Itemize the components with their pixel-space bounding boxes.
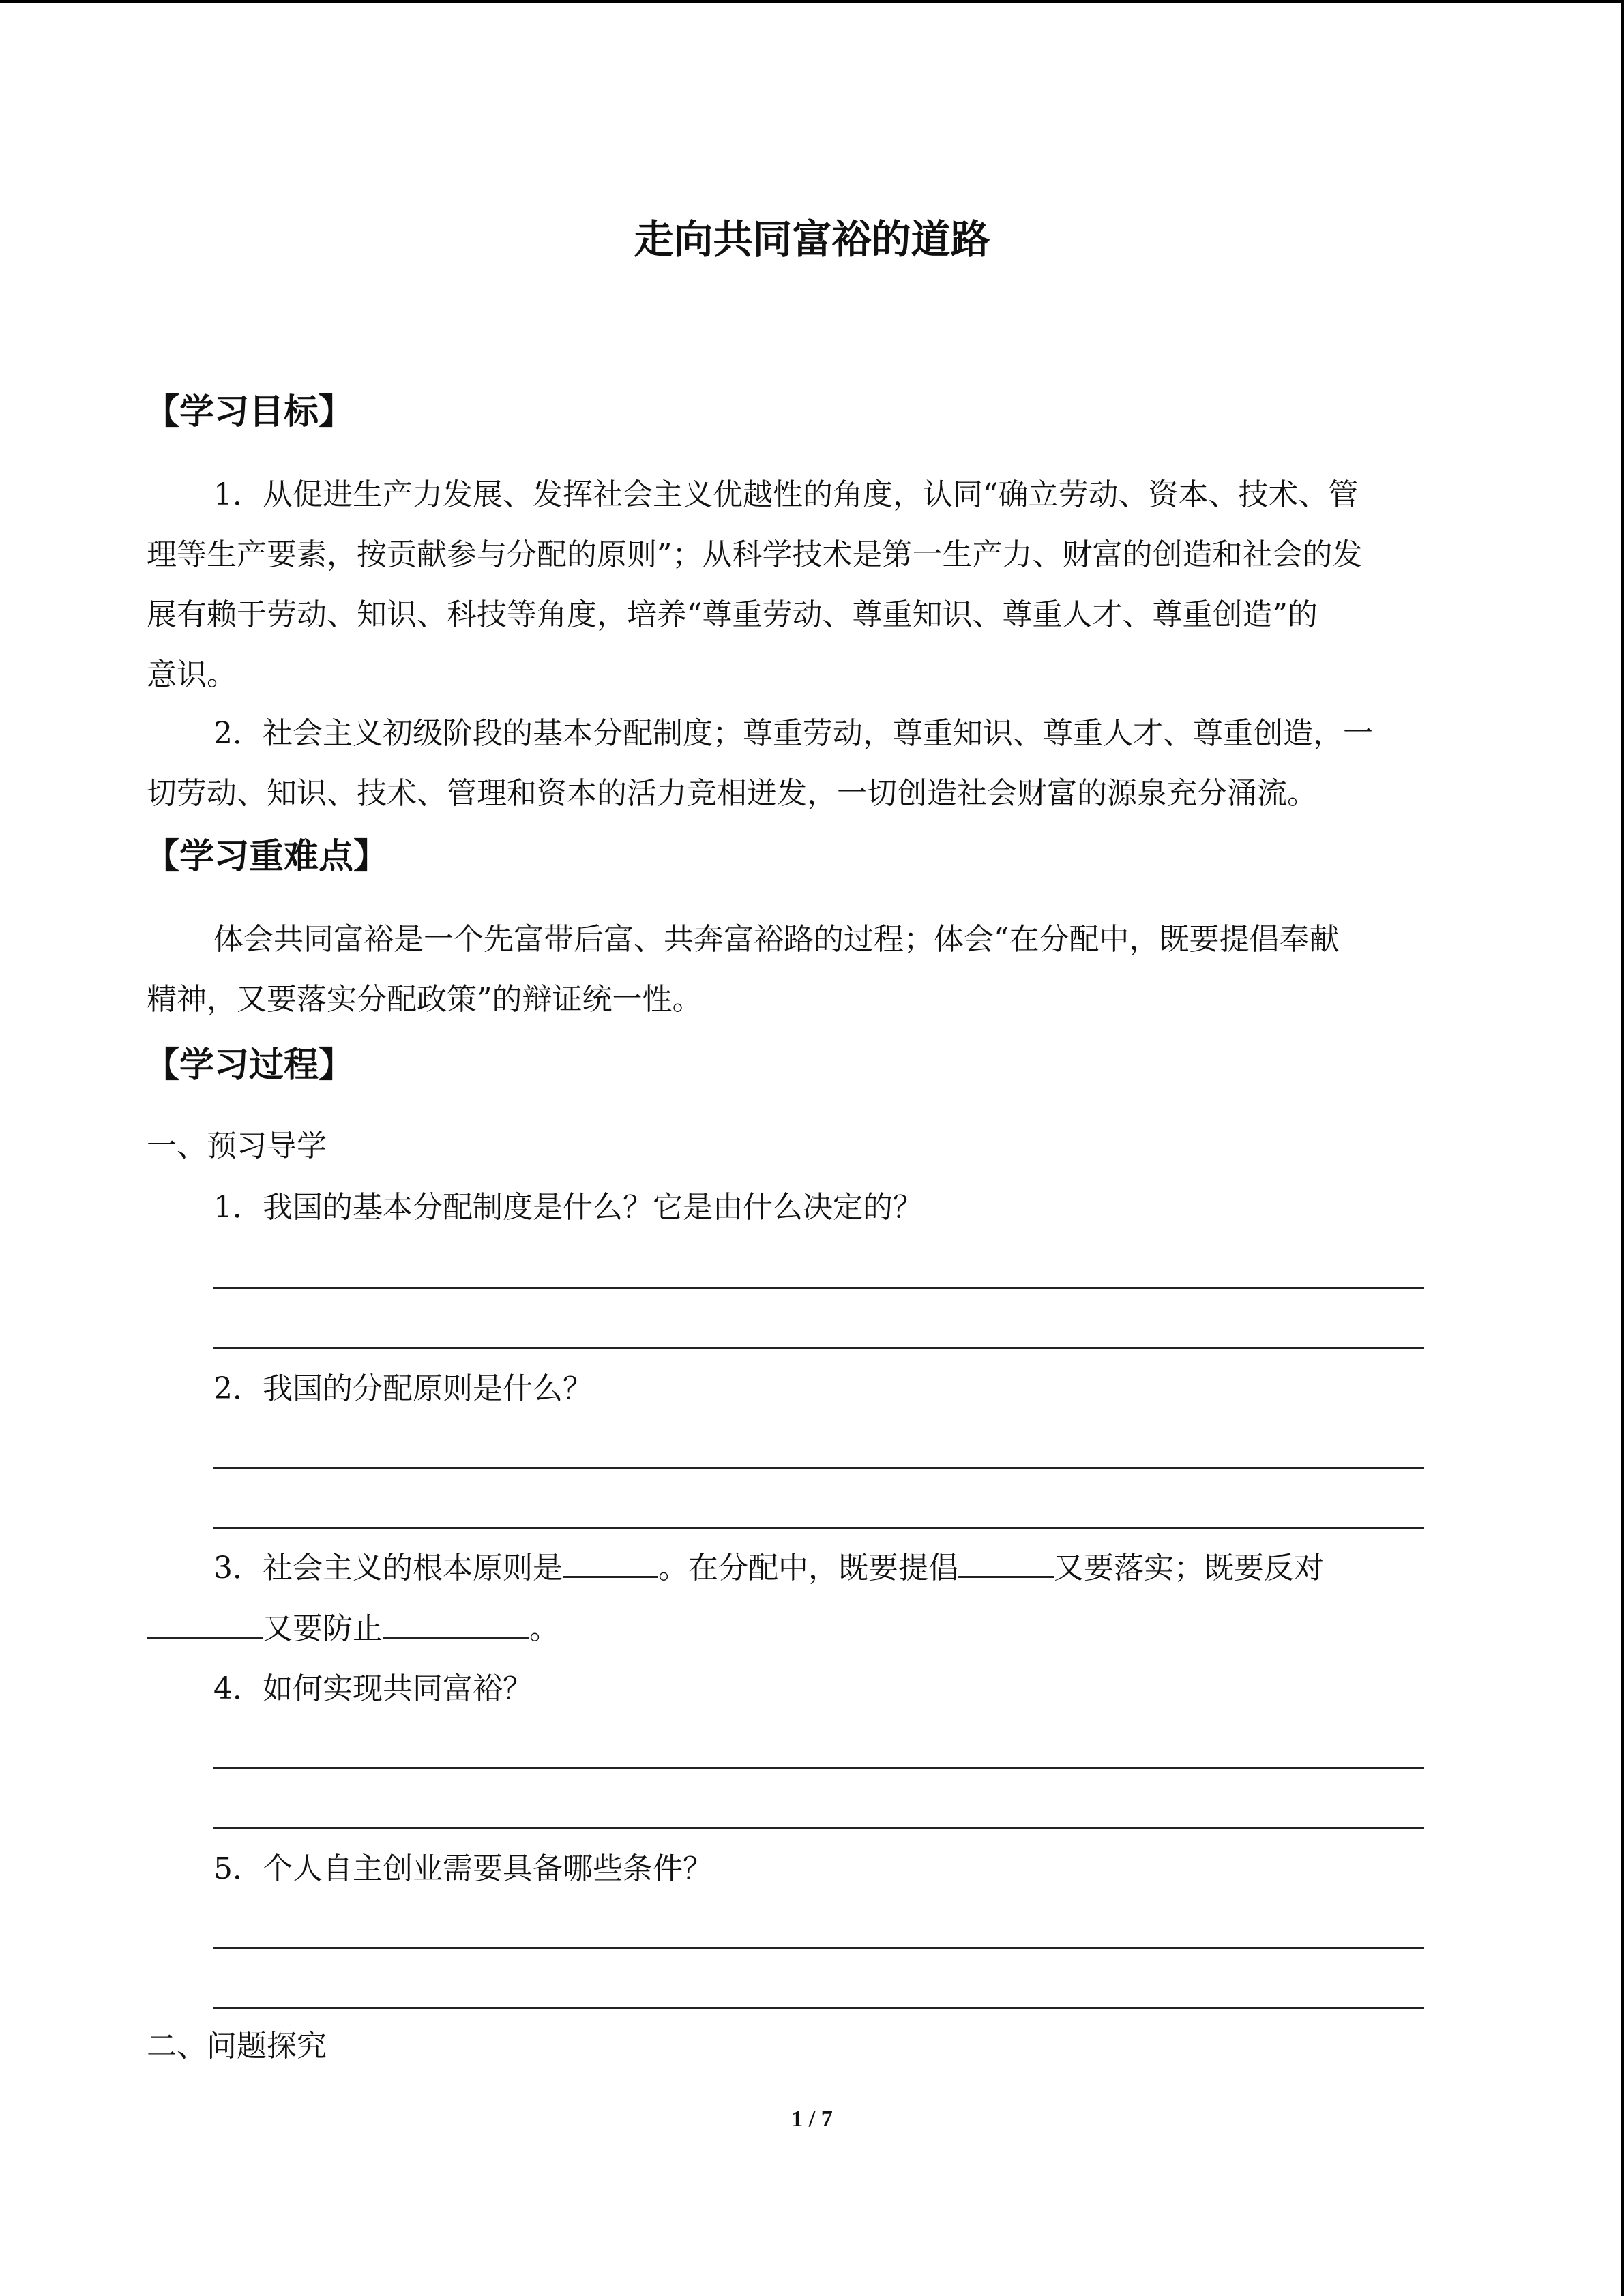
part2-heading: 二、问题探究 <box>147 2029 327 2063</box>
objective-1-line-3: 展有赖于劳动、知识、科技等角度，培养“尊重劳动、尊重知识、尊重人才、尊重创造”的 <box>147 597 1318 632</box>
objective-1 <box>147 465 1477 705</box>
answer-line[interactable] <box>213 1467 1424 1469</box>
question-3-line-1 <box>213 1545 1324 1592</box>
page-border-right <box>1621 0 1624 2296</box>
question-3-text-b: 。在分配中，既要提倡 <box>658 1551 958 1585</box>
fill-blank-3[interactable] <box>147 1612 263 1639</box>
section-heading-key-points: 【学习重难点】 <box>145 837 389 877</box>
question-3-text-c: 又要落实；既要反对 <box>1054 1551 1324 1585</box>
answer-line[interactable] <box>213 1527 1424 1529</box>
fill-blank-1[interactable] <box>563 1551 658 1578</box>
fill-blank-4[interactable] <box>383 1612 529 1639</box>
key-points-paragraph <box>147 910 1477 1030</box>
question-5: 5．个人自主创业需要具备哪些条件？ <box>213 1851 713 1886</box>
question-3-text-a: 3．社会主义的根本原则是 <box>213 1551 563 1585</box>
part1-heading: 一、预习导学 <box>147 1129 327 1163</box>
question-4: 4．如何实现共同富裕？ <box>213 1671 533 1706</box>
question-3-text-e: 。 <box>529 1611 559 1646</box>
section-heading-process: 【学习过程】 <box>145 1045 354 1086</box>
answer-line[interactable] <box>213 1947 1424 1949</box>
objective-2 <box>147 704 1477 824</box>
answer-line[interactable] <box>213 1767 1424 1769</box>
objective-1-line-1: 1．从促进生产力发展、发挥社会主义优越性的角度，认同“确立劳动、资本、技术、管 <box>213 477 1359 512</box>
question-2: 2．我国的分配原则是什么？ <box>213 1371 593 1406</box>
answer-line[interactable] <box>213 1287 1424 1289</box>
section-heading-objectives: 【学习目标】 <box>145 392 354 432</box>
objective-1-line-2: 理等生产要素，按贡献参与分配的原则”；从科学技术是第一生产力、财富的创造和社会的发 <box>147 537 1363 572</box>
question-3-text-d: 又要防止 <box>263 1611 383 1646</box>
page-number: 1 / 7 <box>791 2106 833 2132</box>
fill-blank-2[interactable] <box>958 1551 1054 1578</box>
question-1: 1．我国的基本分配制度是什么？它是由什么决定的？ <box>213 1190 923 1225</box>
key-points-line-1: 体会共同富裕是一个先富带后富、共奔富裕路的过程；体会“在分配中，既要提倡奉献 <box>213 922 1340 957</box>
document-title: 走向共同富裕的道路 <box>634 216 990 263</box>
answer-line[interactable] <box>213 2007 1424 2009</box>
answer-line[interactable] <box>213 1347 1424 1349</box>
page-border-top <box>0 0 1624 3</box>
question-3-line-2 <box>147 1605 559 1653</box>
objective-2-line-2: 切劳动、知识、技术、管理和资本的活力竞相迸发，一切创造社会财富的源泉充分涌流。 <box>147 776 1317 811</box>
objective-1-line-4: 意识。 <box>147 657 237 692</box>
answer-line[interactable] <box>213 1827 1424 1829</box>
key-points-line-2: 精神，又要落实分配政策”的辩证统一性。 <box>147 982 703 1017</box>
objective-2-line-1: 2．社会主义初级阶段的基本分配制度；尊重劳动，尊重知识、尊重人才、尊重创造，一 <box>213 716 1373 751</box>
